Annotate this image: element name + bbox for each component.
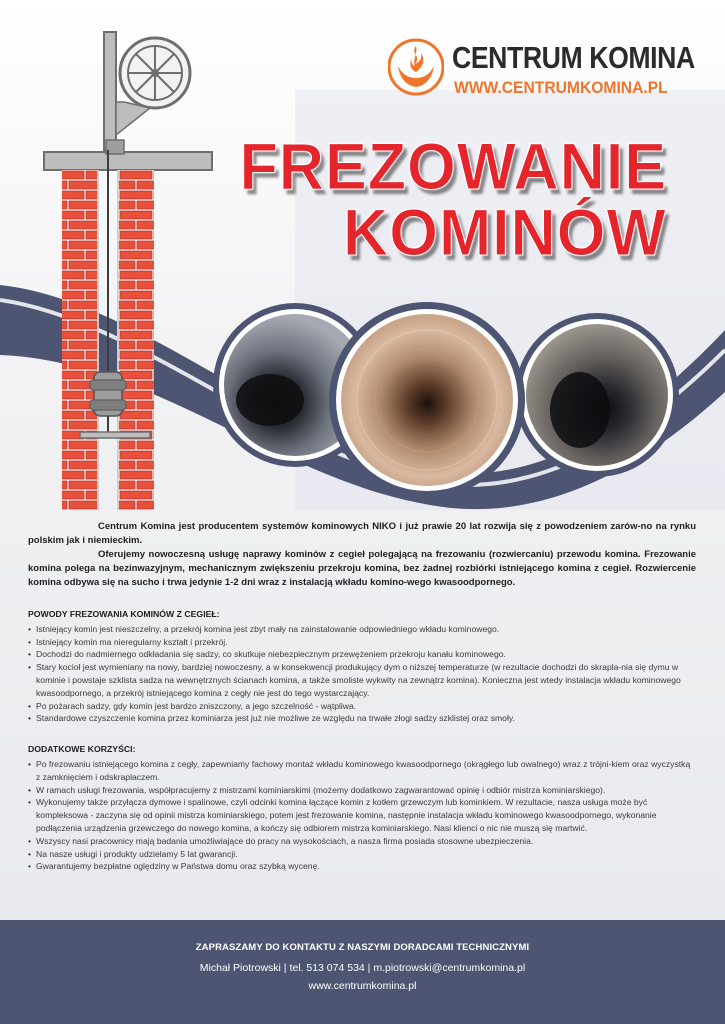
title-line-1: FREZOWANIE bbox=[239, 129, 667, 203]
list-item: • Dochodzi do nadmiernego odkładania się sadzy, co skutkuje niebezpiecznym przewężeniem przekroju kanału kominowego. bbox=[28, 648, 696, 661]
intro-paragraph-2: Oferujemy nowoczesną usługę naprawy kominów z cegieł polegającą na frezowaniu (rozwiercaniu) przewodu komina. Frezowanie komina polega na bezinwazyjnym, mechanicznym zwiększeniu przekroju komina, bez żadnej rozbiórki istniejącego komina z cegieł. Rozwiercenie komina odbywa się na sucho i trwa jedynie 1-2 dni wraz z instalacją wkładu komino-wego kwasoodpornego. bbox=[28, 549, 696, 588]
chimney-photo-center bbox=[329, 302, 525, 498]
main-content bbox=[28, 520, 696, 873]
list-item: • Stary kocioł jest wymieniany na nowy, bardziej nowoczesny, a w konsekwencji produkujący dym o niższej temperaturze (w rezultacie dochodzi do skrapla-nia się dymu w kominie i powstaje szklista sadza na wewnętrznych ścianach komina, a także smoliste wykwity na zewnątrz komina). Konieczna jest wtedy instalacja wkładu kominowego kwasoodpornego, a przekrój istniejącego komina z cegły nie jest do tego wystarczający. bbox=[28, 661, 696, 699]
footer-website-link[interactable]: www.centrumkomina.pl bbox=[308, 980, 417, 992]
intro bbox=[28, 520, 696, 590]
brand-url[interactable]: WWW.CENTRUMKOMINA.PL bbox=[454, 78, 668, 97]
footer-contact[interactable]: Michał Piotrowski | tel. 513 074 534 | m.piotrowski@centrumkomina.pl bbox=[199, 962, 526, 974]
list-item: • Gwarantujemy bezpłatne oględziny w Państwa domu oraz szybką wycenę. bbox=[28, 860, 696, 873]
chimney-photo-right bbox=[515, 313, 679, 477]
footer bbox=[0, 920, 725, 1024]
brand-name: CENTRUM KOMINA bbox=[452, 40, 695, 75]
list-item: • Wszyscy nasi pracownicy mają badania umożliwiające do pracy na wysokościach, a nasza firma posiada stosowne ubezpieczenia. bbox=[28, 835, 696, 848]
list-item: • Po pożarach sadzy, gdy komin jest bardzo zniszczony, a jego szczelność - wątpliwa. bbox=[28, 700, 696, 713]
list-item: • Istniejący komin jest nieszczelny, a przekrój komina jest zbyt mały na zainstalowanie odpowiedniego wkładu kominowego. bbox=[28, 623, 696, 636]
list-item: • Na nasze usługi i produkty udzielamy 5 lat gwarancji. bbox=[28, 848, 696, 861]
benefits-heading: DODATKOWE KORZYŚCI: bbox=[28, 744, 136, 755]
flame-logo-icon bbox=[388, 38, 444, 96]
title-line-2: KOMINÓW bbox=[343, 195, 667, 269]
intro-paragraph-1: Centrum Komina jest producentem systemów kominowych NIKO i już prawie 20 lat rozwija się z powodzeniem zarów-no na rynku polskim jak i niemieckim. bbox=[28, 521, 696, 546]
footer-heading: ZAPRASZAMY DO KONTAKTU Z NASZYMI DORADCAMI TECHNICZNYMI bbox=[195, 942, 530, 953]
list-item: • Wykonujemy także przyłącza dymowe i spalinowe, czyli odcinki komina łączące komin z kotłem grzewczym lub kominkiem. W rezultacie, nasza usługa może być kompleksowa - zaczyna się od opinii mistrza kominiarskiego, potem jest frezowanie komina, następnie instalacja wkładu kominowego kwasoodpornego, wykonanie podłączenia urządzenia grzewczego do nowego komina, a kończy się odbiorem mistrza kominiarskiego. Nasi klienci o nic nie muszą się martwić. bbox=[28, 796, 696, 834]
brand-logo[interactable] bbox=[388, 38, 695, 102]
chimney-illustration bbox=[44, 32, 212, 510]
list-item: • W ramach usługi frezowania, współpracujemy z mistrzami kominiarskimi (możemy dodatkowo zagwarantować opinię i odbiór mistrza kominiarskiego). bbox=[28, 784, 696, 797]
list-item: • Istniejący komin ma nieregularny kształt i przekrój. bbox=[28, 636, 696, 649]
reasons-heading: POWODY FREZOWANIA KOMINÓW Z CEGIEŁ: bbox=[28, 609, 220, 619]
list-item: • Po frezowaniu istniejącego komina z cegły, zapewniamy fachowy montaż wkładu kominowego kwasoodpornego (okrągłego lub owalnego) wraz z trójni-kiem oraz wyczystką z zamknięciem i odskraplaczem. bbox=[28, 758, 696, 784]
reasons-list bbox=[28, 623, 696, 725]
benefits-list bbox=[28, 758, 696, 873]
list-item: • Standardowe czyszczenie komina przez kominiarza jest już nie możliwe ze względu na trwałe złogi sadzy szklistej oraz smoły. bbox=[28, 712, 696, 725]
